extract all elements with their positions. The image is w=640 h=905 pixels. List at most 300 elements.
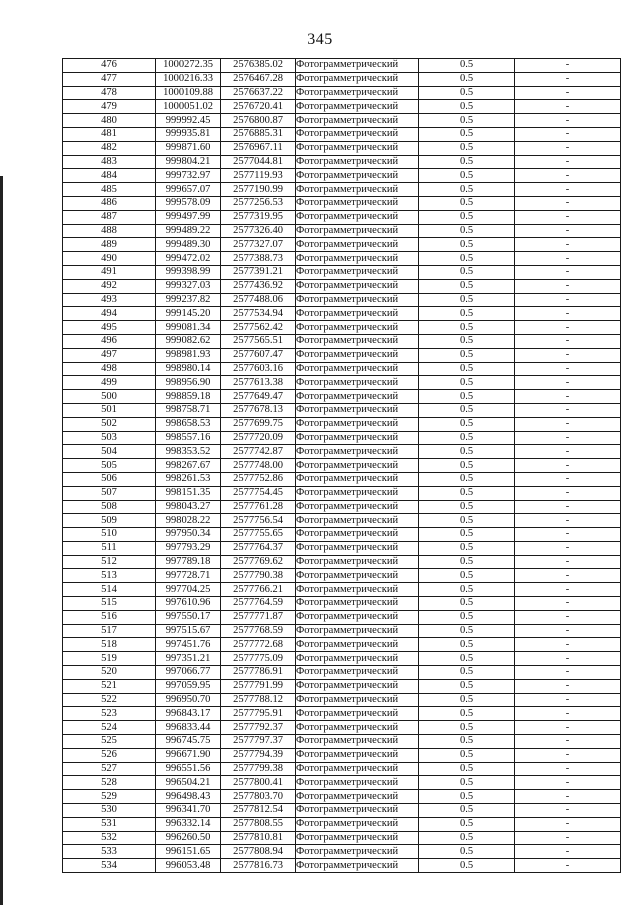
method-cell: Фотограмметрический xyxy=(296,86,419,100)
method-cell: Фотограмметрический xyxy=(296,472,419,486)
point-number-cell: 499 xyxy=(63,376,156,390)
note-cell: - xyxy=(515,804,621,818)
table-row xyxy=(63,652,621,666)
table-row xyxy=(63,127,621,141)
point-number-cell: 506 xyxy=(63,472,156,486)
point-number-cell: 494 xyxy=(63,307,156,321)
accuracy-cell: 0.5 xyxy=(419,776,515,790)
x-coordinate-cell: 999082.62 xyxy=(156,334,221,348)
note-cell: - xyxy=(515,376,621,390)
y-coordinate-cell: 2577391.21 xyxy=(221,265,296,279)
method-cell: Фотограмметрический xyxy=(296,652,419,666)
table-row xyxy=(63,817,621,831)
y-coordinate-cell: 2577768.59 xyxy=(221,624,296,638)
x-coordinate-cell: 997728.71 xyxy=(156,569,221,583)
accuracy-cell: 0.5 xyxy=(419,127,515,141)
x-coordinate-cell: 998758.71 xyxy=(156,403,221,417)
point-number-cell: 477 xyxy=(63,72,156,86)
accuracy-cell: 0.5 xyxy=(419,141,515,155)
accuracy-cell: 0.5 xyxy=(419,169,515,183)
method-cell: Фотограмметрический xyxy=(296,555,419,569)
y-coordinate-cell: 2577800.41 xyxy=(221,776,296,790)
x-coordinate-cell: 999578.09 xyxy=(156,196,221,210)
method-cell: Фотограмметрический xyxy=(296,279,419,293)
y-coordinate-cell: 2577720.09 xyxy=(221,431,296,445)
x-coordinate-cell: 999489.30 xyxy=(156,238,221,252)
note-cell: - xyxy=(515,348,621,362)
table-row xyxy=(63,555,621,569)
accuracy-cell: 0.5 xyxy=(419,265,515,279)
method-cell: Фотограмметрический xyxy=(296,776,419,790)
note-cell: - xyxy=(515,224,621,238)
y-coordinate-cell: 2577790.38 xyxy=(221,569,296,583)
y-coordinate-cell: 2577786.91 xyxy=(221,666,296,680)
x-coordinate-cell: 999935.81 xyxy=(156,127,221,141)
y-coordinate-cell: 2576720.41 xyxy=(221,100,296,114)
table-row xyxy=(63,183,621,197)
y-coordinate-cell: 2577761.28 xyxy=(221,500,296,514)
note-cell: - xyxy=(515,279,621,293)
x-coordinate-cell: 998151.35 xyxy=(156,486,221,500)
x-coordinate-cell: 998043.27 xyxy=(156,500,221,514)
accuracy-cell: 0.5 xyxy=(419,238,515,252)
accuracy-cell: 0.5 xyxy=(419,86,515,100)
point-number-cell: 490 xyxy=(63,252,156,266)
table-row xyxy=(63,624,621,638)
y-coordinate-cell: 2577699.75 xyxy=(221,417,296,431)
x-coordinate-cell: 999497.99 xyxy=(156,210,221,224)
method-cell: Фотограмметрический xyxy=(296,141,419,155)
y-coordinate-cell: 2577769.62 xyxy=(221,555,296,569)
method-cell: Фотограмметрический xyxy=(296,845,419,859)
accuracy-cell: 0.5 xyxy=(419,100,515,114)
method-cell: Фотограмметрический xyxy=(296,624,419,638)
point-number-cell: 488 xyxy=(63,224,156,238)
method-cell: Фотограмметрический xyxy=(296,693,419,707)
coordinates-table-body xyxy=(63,59,621,873)
table-row xyxy=(63,790,621,804)
note-cell: - xyxy=(515,748,621,762)
x-coordinate-cell: 996950.70 xyxy=(156,693,221,707)
method-cell: Фотограмметрический xyxy=(296,403,419,417)
point-number-cell: 511 xyxy=(63,541,156,555)
point-number-cell: 502 xyxy=(63,417,156,431)
method-cell: Фотограмметрический xyxy=(296,790,419,804)
accuracy-cell: 0.5 xyxy=(419,610,515,624)
method-cell: Фотограмметрический xyxy=(296,293,419,307)
method-cell: Фотограмметрический xyxy=(296,721,419,735)
point-number-cell: 517 xyxy=(63,624,156,638)
note-cell: - xyxy=(515,459,621,473)
table-row xyxy=(63,776,621,790)
table-row xyxy=(63,528,621,542)
note-cell: - xyxy=(515,859,621,873)
table-row xyxy=(63,514,621,528)
point-number-cell: 512 xyxy=(63,555,156,569)
note-cell: - xyxy=(515,293,621,307)
note-cell: - xyxy=(515,155,621,169)
x-coordinate-cell: 999489.22 xyxy=(156,224,221,238)
y-coordinate-cell: 2577326.40 xyxy=(221,224,296,238)
x-coordinate-cell: 996551.56 xyxy=(156,762,221,776)
note-cell: - xyxy=(515,238,621,252)
note-cell: - xyxy=(515,183,621,197)
point-number-cell: 478 xyxy=(63,86,156,100)
note-cell: - xyxy=(515,86,621,100)
x-coordinate-cell: 999081.34 xyxy=(156,321,221,335)
method-cell: Фотограмметрический xyxy=(296,210,419,224)
method-cell: Фотограмметрический xyxy=(296,431,419,445)
x-coordinate-cell: 999237.82 xyxy=(156,293,221,307)
point-number-cell: 482 xyxy=(63,141,156,155)
note-cell: - xyxy=(515,679,621,693)
method-cell: Фотограмметрический xyxy=(296,321,419,335)
table-row xyxy=(63,376,621,390)
method-cell: Фотограмметрический xyxy=(296,114,419,128)
method-cell: Фотограмметрический xyxy=(296,528,419,542)
accuracy-cell: 0.5 xyxy=(419,445,515,459)
method-cell: Фотограмметрический xyxy=(296,541,419,555)
accuracy-cell: 0.5 xyxy=(419,210,515,224)
accuracy-cell: 0.5 xyxy=(419,748,515,762)
table-row xyxy=(63,638,621,652)
table-row xyxy=(63,224,621,238)
point-number-cell: 513 xyxy=(63,569,156,583)
table-row xyxy=(63,114,621,128)
x-coordinate-cell: 997793.29 xyxy=(156,541,221,555)
x-coordinate-cell: 996341.70 xyxy=(156,804,221,818)
point-number-cell: 515 xyxy=(63,597,156,611)
point-number-cell: 489 xyxy=(63,238,156,252)
table-row xyxy=(63,569,621,583)
accuracy-cell: 0.5 xyxy=(419,334,515,348)
x-coordinate-cell: 1000272.35 xyxy=(156,59,221,73)
y-coordinate-cell: 2577764.37 xyxy=(221,541,296,555)
table-row xyxy=(63,252,621,266)
table-row xyxy=(63,431,621,445)
method-cell: Фотограмметрический xyxy=(296,155,419,169)
table-row xyxy=(63,265,621,279)
note-cell: - xyxy=(515,831,621,845)
accuracy-cell: 0.5 xyxy=(419,390,515,404)
table-row xyxy=(63,100,621,114)
accuracy-cell: 0.5 xyxy=(419,307,515,321)
note-cell: - xyxy=(515,735,621,749)
table-row xyxy=(63,86,621,100)
point-number-cell: 481 xyxy=(63,127,156,141)
y-coordinate-cell: 2577748.00 xyxy=(221,459,296,473)
y-coordinate-cell: 2577603.16 xyxy=(221,362,296,376)
point-number-cell: 533 xyxy=(63,845,156,859)
x-coordinate-cell: 996671.90 xyxy=(156,748,221,762)
y-coordinate-cell: 2577775.09 xyxy=(221,652,296,666)
method-cell: Фотограмметрический xyxy=(296,224,419,238)
table-row xyxy=(63,845,621,859)
note-cell: - xyxy=(515,472,621,486)
y-coordinate-cell: 2577534.94 xyxy=(221,307,296,321)
point-number-cell: 531 xyxy=(63,817,156,831)
x-coordinate-cell: 997550.17 xyxy=(156,610,221,624)
accuracy-cell: 0.5 xyxy=(419,859,515,873)
note-cell: - xyxy=(515,845,621,859)
table-row xyxy=(63,721,621,735)
table-row xyxy=(63,321,621,335)
table-row xyxy=(63,541,621,555)
note-cell: - xyxy=(515,362,621,376)
note-cell: - xyxy=(515,169,621,183)
accuracy-cell: 0.5 xyxy=(419,831,515,845)
method-cell: Фотограмметрический xyxy=(296,666,419,680)
point-number-cell: 486 xyxy=(63,196,156,210)
table-row xyxy=(63,403,621,417)
table-row xyxy=(63,348,621,362)
note-cell: - xyxy=(515,707,621,721)
table-row xyxy=(63,486,621,500)
accuracy-cell: 0.5 xyxy=(419,417,515,431)
point-number-cell: 523 xyxy=(63,707,156,721)
note-cell: - xyxy=(515,72,621,86)
x-coordinate-cell: 996053.48 xyxy=(156,859,221,873)
point-number-cell: 505 xyxy=(63,459,156,473)
point-number-cell: 495 xyxy=(63,321,156,335)
note-cell: - xyxy=(515,59,621,73)
x-coordinate-cell: 997789.18 xyxy=(156,555,221,569)
y-coordinate-cell: 2577044.81 xyxy=(221,155,296,169)
y-coordinate-cell: 2577795.91 xyxy=(221,707,296,721)
accuracy-cell: 0.5 xyxy=(419,348,515,362)
note-cell: - xyxy=(515,624,621,638)
table-row xyxy=(63,735,621,749)
point-number-cell: 507 xyxy=(63,486,156,500)
method-cell: Фотограмметрический xyxy=(296,252,419,266)
x-coordinate-cell: 997610.96 xyxy=(156,597,221,611)
method-cell: Фотограмметрический xyxy=(296,334,419,348)
note-cell: - xyxy=(515,210,621,224)
method-cell: Фотограмметрический xyxy=(296,817,419,831)
accuracy-cell: 0.5 xyxy=(419,293,515,307)
y-coordinate-cell: 2576800.87 xyxy=(221,114,296,128)
table-row xyxy=(63,859,621,873)
note-cell: - xyxy=(515,445,621,459)
method-cell: Фотограмметрический xyxy=(296,707,419,721)
point-number-cell: 516 xyxy=(63,610,156,624)
table-row xyxy=(63,459,621,473)
x-coordinate-cell: 996745.75 xyxy=(156,735,221,749)
point-number-cell: 524 xyxy=(63,721,156,735)
x-coordinate-cell: 999804.21 xyxy=(156,155,221,169)
note-cell: - xyxy=(515,417,621,431)
y-coordinate-cell: 2577808.94 xyxy=(221,845,296,859)
method-cell: Фотограмметрический xyxy=(296,859,419,873)
note-cell: - xyxy=(515,666,621,680)
point-number-cell: 521 xyxy=(63,679,156,693)
point-number-cell: 487 xyxy=(63,210,156,224)
y-coordinate-cell: 2577808.55 xyxy=(221,817,296,831)
point-number-cell: 532 xyxy=(63,831,156,845)
note-cell: - xyxy=(515,500,621,514)
method-cell: Фотограмметрический xyxy=(296,597,419,611)
method-cell: Фотограмметрический xyxy=(296,569,419,583)
point-number-cell: 480 xyxy=(63,114,156,128)
method-cell: Фотограмметрический xyxy=(296,459,419,473)
y-coordinate-cell: 2577488.06 xyxy=(221,293,296,307)
point-number-cell: 525 xyxy=(63,735,156,749)
x-coordinate-cell: 997704.25 xyxy=(156,583,221,597)
x-coordinate-cell: 996151.65 xyxy=(156,845,221,859)
coordinates-table xyxy=(62,58,621,873)
point-number-cell: 503 xyxy=(63,431,156,445)
table-row xyxy=(63,169,621,183)
point-number-cell: 520 xyxy=(63,666,156,680)
y-coordinate-cell: 2577754.45 xyxy=(221,486,296,500)
x-coordinate-cell: 997950.34 xyxy=(156,528,221,542)
method-cell: Фотограмметрический xyxy=(296,238,419,252)
method-cell: Фотограмметрический xyxy=(296,831,419,845)
accuracy-cell: 0.5 xyxy=(419,707,515,721)
table-row xyxy=(63,196,621,210)
note-cell: - xyxy=(515,252,621,266)
method-cell: Фотограмметрический xyxy=(296,362,419,376)
x-coordinate-cell: 997515.67 xyxy=(156,624,221,638)
accuracy-cell: 0.5 xyxy=(419,72,515,86)
point-number-cell: 534 xyxy=(63,859,156,873)
table-row xyxy=(63,804,621,818)
x-coordinate-cell: 1000051.02 xyxy=(156,100,221,114)
accuracy-cell: 0.5 xyxy=(419,431,515,445)
note-cell: - xyxy=(515,528,621,542)
note-cell: - xyxy=(515,721,621,735)
method-cell: Фотограмметрический xyxy=(296,376,419,390)
note-cell: - xyxy=(515,100,621,114)
table-row xyxy=(63,693,621,707)
method-cell: Фотограмметрический xyxy=(296,610,419,624)
x-coordinate-cell: 998956.90 xyxy=(156,376,221,390)
point-number-cell: 491 xyxy=(63,265,156,279)
table-row xyxy=(63,238,621,252)
y-coordinate-cell: 2577607.47 xyxy=(221,348,296,362)
x-coordinate-cell: 998261.53 xyxy=(156,472,221,486)
y-coordinate-cell: 2577756.54 xyxy=(221,514,296,528)
point-number-cell: 527 xyxy=(63,762,156,776)
page-number: 345 xyxy=(307,31,333,48)
note-cell: - xyxy=(515,652,621,666)
note-cell: - xyxy=(515,583,621,597)
accuracy-cell: 0.5 xyxy=(419,376,515,390)
accuracy-cell: 0.5 xyxy=(419,638,515,652)
x-coordinate-cell: 996332.14 xyxy=(156,817,221,831)
x-coordinate-cell: 996504.21 xyxy=(156,776,221,790)
method-cell: Фотограмметрический xyxy=(296,196,419,210)
point-number-cell: 529 xyxy=(63,790,156,804)
method-cell: Фотограмметрический xyxy=(296,390,419,404)
method-cell: Фотограмметрический xyxy=(296,445,419,459)
accuracy-cell: 0.5 xyxy=(419,472,515,486)
y-coordinate-cell: 2577327.07 xyxy=(221,238,296,252)
note-cell: - xyxy=(515,141,621,155)
table-row xyxy=(63,279,621,293)
accuracy-cell: 0.5 xyxy=(419,762,515,776)
accuracy-cell: 0.5 xyxy=(419,486,515,500)
x-coordinate-cell: 999992.45 xyxy=(156,114,221,128)
accuracy-cell: 0.5 xyxy=(419,652,515,666)
note-cell: - xyxy=(515,431,621,445)
x-coordinate-cell: 1000216.33 xyxy=(156,72,221,86)
y-coordinate-cell: 2577319.95 xyxy=(221,210,296,224)
y-coordinate-cell: 2576967.11 xyxy=(221,141,296,155)
x-coordinate-cell: 998980.14 xyxy=(156,362,221,376)
accuracy-cell: 0.5 xyxy=(419,59,515,73)
method-cell: Фотограмметрический xyxy=(296,583,419,597)
table-row xyxy=(63,610,621,624)
table-row xyxy=(63,390,621,404)
accuracy-cell: 0.5 xyxy=(419,624,515,638)
point-number-cell: 528 xyxy=(63,776,156,790)
point-number-cell: 500 xyxy=(63,390,156,404)
accuracy-cell: 0.5 xyxy=(419,196,515,210)
y-coordinate-cell: 2577764.59 xyxy=(221,597,296,611)
x-coordinate-cell: 999398.99 xyxy=(156,265,221,279)
accuracy-cell: 0.5 xyxy=(419,514,515,528)
point-number-cell: 493 xyxy=(63,293,156,307)
accuracy-cell: 0.5 xyxy=(419,845,515,859)
accuracy-cell: 0.5 xyxy=(419,569,515,583)
method-cell: Фотограмметрический xyxy=(296,417,419,431)
point-number-cell: 501 xyxy=(63,403,156,417)
accuracy-cell: 0.5 xyxy=(419,583,515,597)
accuracy-cell: 0.5 xyxy=(419,114,515,128)
method-cell: Фотограмметрический xyxy=(296,169,419,183)
point-number-cell: 498 xyxy=(63,362,156,376)
note-cell: - xyxy=(515,114,621,128)
accuracy-cell: 0.5 xyxy=(419,597,515,611)
table-row xyxy=(63,500,621,514)
note-cell: - xyxy=(515,693,621,707)
y-coordinate-cell: 2577791.99 xyxy=(221,679,296,693)
table-row xyxy=(63,141,621,155)
table-row xyxy=(63,155,621,169)
method-cell: Фотограмметрический xyxy=(296,679,419,693)
method-cell: Фотограмметрический xyxy=(296,486,419,500)
point-number-cell: 483 xyxy=(63,155,156,169)
point-number-cell: 509 xyxy=(63,514,156,528)
y-coordinate-cell: 2577678.13 xyxy=(221,403,296,417)
method-cell: Фотограмметрический xyxy=(296,265,419,279)
note-cell: - xyxy=(515,790,621,804)
accuracy-cell: 0.5 xyxy=(419,721,515,735)
table-row xyxy=(63,417,621,431)
point-number-cell: 485 xyxy=(63,183,156,197)
point-number-cell: 526 xyxy=(63,748,156,762)
note-cell: - xyxy=(515,334,621,348)
note-cell: - xyxy=(515,817,621,831)
accuracy-cell: 0.5 xyxy=(419,279,515,293)
table-row xyxy=(63,334,621,348)
point-number-cell: 496 xyxy=(63,334,156,348)
accuracy-cell: 0.5 xyxy=(419,155,515,169)
x-coordinate-cell: 997451.76 xyxy=(156,638,221,652)
note-cell: - xyxy=(515,776,621,790)
note-cell: - xyxy=(515,127,621,141)
table-row xyxy=(63,472,621,486)
method-cell: Фотограмметрический xyxy=(296,804,419,818)
x-coordinate-cell: 999732.97 xyxy=(156,169,221,183)
y-coordinate-cell: 2577613.38 xyxy=(221,376,296,390)
accuracy-cell: 0.5 xyxy=(419,362,515,376)
point-number-cell: 492 xyxy=(63,279,156,293)
point-number-cell: 508 xyxy=(63,500,156,514)
y-coordinate-cell: 2577799.38 xyxy=(221,762,296,776)
method-cell: Фотограмметрический xyxy=(296,735,419,749)
